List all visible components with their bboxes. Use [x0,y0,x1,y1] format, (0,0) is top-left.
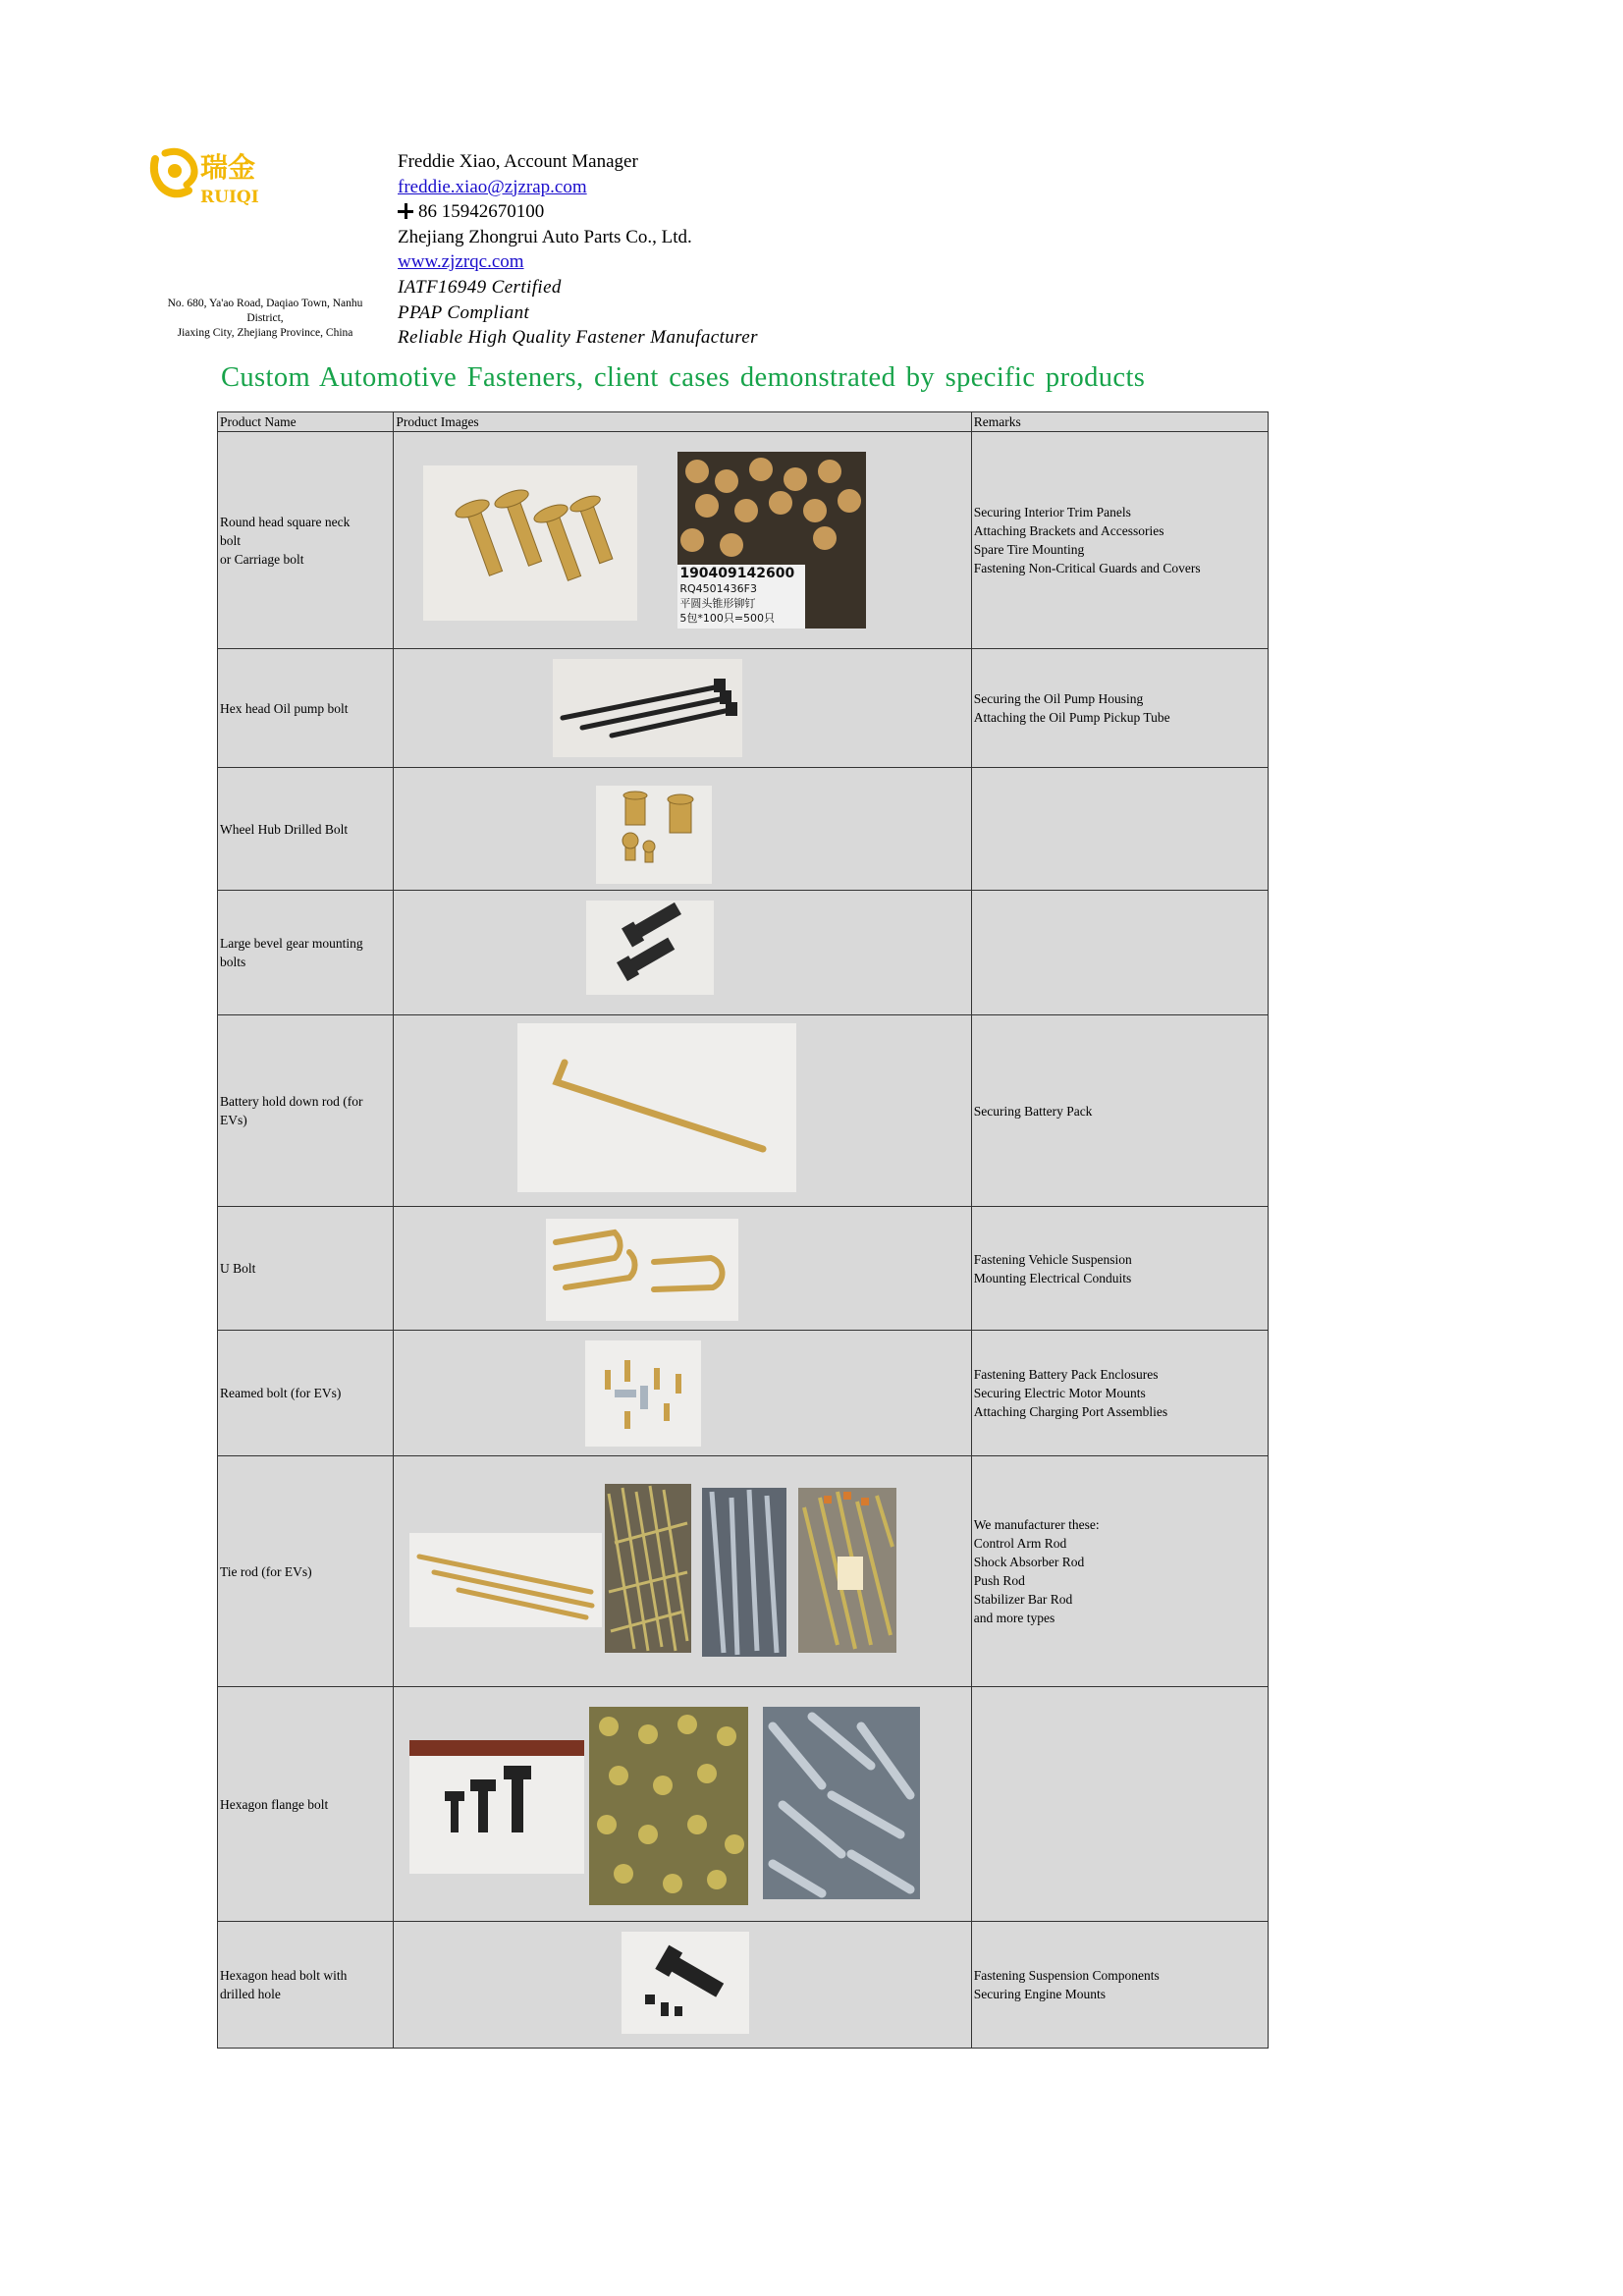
remarks-cell [971,1687,1268,1922]
product-name: Hexagon flange bolt [220,1796,329,1812]
product-name-cell [218,1331,394,1456]
product-photo [517,1023,796,1192]
table-row [218,649,1269,768]
logo-latin-text: RUIQI [200,188,259,207]
product-name: Battery hold down rod (for [220,1094,363,1109]
product-name-cell [218,1687,394,1922]
product-name-cell [218,1922,394,2049]
product-photo [553,659,742,757]
company-logo [147,145,304,216]
ruiqi-logo-icon [147,145,304,216]
remarks-cell [971,1456,1268,1687]
product-name-cell [218,1456,394,1687]
remarks-cell [971,432,1268,649]
certification-ppap: PPAP Compliant [398,301,530,323]
package-label-text: 5包*100只=500只 [679,612,776,625]
product-photo [586,901,714,995]
certification-iatf: IATF16949 Certified [398,276,562,298]
contact-block [398,149,758,351]
table-row [218,1687,1269,1922]
remark-item: Shock Absorber Rod [973,1555,1085,1569]
remark-item: Stabilizer Bar Rod [973,1592,1073,1607]
product-package-photo [677,452,866,629]
remarks-cell [971,1331,1268,1456]
product-name-cell [218,432,394,649]
product-images-cell [394,1331,971,1456]
header-product-images: Product Images [394,412,971,432]
product-photo [702,1488,786,1657]
remark-item: and more types [973,1611,1055,1625]
product-images-cell [394,891,971,1015]
product-images-cell [394,1456,971,1687]
email-link[interactable]: freddie.xiao@zjzrap.com [398,176,587,197]
remark-item: Fastening Battery Pack Enclosures [973,1367,1159,1382]
product-name: bolt [220,532,242,548]
remark-item: Fastening Non-Critical Guards and Covers [973,561,1201,575]
remark-item: Fastening Suspension Components [973,1968,1160,1983]
product-photo [585,1340,701,1447]
company-name: Zhejiang Zhongrui Auto Parts Co., Ltd. [398,226,692,247]
remark-item: We manufacturer these: [973,1517,1100,1532]
address-line: District, [246,312,284,324]
table-header-row [218,412,1269,432]
remark-item: Fastening Vehicle Suspension [973,1251,1132,1267]
remark-item: Securing Engine Mounts [973,1987,1106,2001]
product-photo [589,1707,748,1905]
product-photo [798,1488,896,1653]
product-name: Round head square neck [220,514,351,529]
product-images-cell [394,649,971,768]
phone-number: 86 15942670100 [418,201,545,223]
remarks-cell [971,891,1268,1015]
remark-item: Securing Electric Motor Mounts [973,1386,1146,1400]
remarks-cell [971,649,1268,768]
product-images-cell [394,432,971,649]
header-remarks: Remarks [971,412,1268,432]
remark-item: Push Rod [973,1573,1025,1588]
remark-item: Attaching Charging Port Assemblies [973,1404,1168,1419]
product-name: Reamed bolt (for EVs) [220,1386,342,1400]
table-row [218,1456,1269,1687]
product-name-cell [218,649,394,768]
address-line: Jiaxing City, Zhejiang Province, China [177,327,353,339]
table-row [218,891,1269,1015]
package-label-text: 190409142600 [679,566,795,581]
product-name: Hexagon head bolt with [220,1968,348,1983]
tagline: Reliable High Quality Fastener Manufacturer [398,327,758,349]
page-title: Custom Automotive Fasteners, client cases demonstrated by specific products [221,362,1146,393]
plus-icon [398,203,413,219]
product-name: drilled hole [220,1987,281,2001]
product-name-cell [218,768,394,891]
remark-item: Securing Battery Pack [973,1103,1093,1119]
remark-item: Securing the Oil Pump Housing [973,691,1144,706]
phone-line [398,199,758,225]
remark-item: Mounting Electrical Conduits [973,1270,1132,1285]
package-label-text: 平圆头锥形铆钉 [679,597,756,610]
remarks-cell [971,1207,1268,1331]
product-name-cell [218,1207,394,1331]
remark-item: Control Arm Rod [973,1536,1067,1551]
product-name: Hex head Oil pump bolt [220,700,349,716]
product-images-cell [394,768,971,891]
table-row [218,1207,1269,1331]
website-link[interactable]: www.zjzrqc.com [398,251,524,273]
product-name-cell [218,1015,394,1207]
table-row [218,432,1269,649]
product-photo [596,786,712,884]
product-photo [622,1932,749,2034]
remark-item: Spare Tire Mounting [973,542,1085,557]
product-photo [763,1707,920,1899]
product-table [217,411,1269,2049]
product-photo [423,465,637,621]
product-photo [546,1219,738,1321]
product-images-cell [394,1922,971,2049]
product-name: EVs) [220,1113,247,1127]
product-images-cell [394,1207,971,1331]
company-address [152,297,378,341]
header-product-name: Product Name [218,412,394,432]
table-row [218,768,1269,891]
remark-item: Attaching Brackets and Accessories [973,523,1164,538]
product-photo [409,1740,584,1874]
remarks-cell [971,1922,1268,2049]
product-name: Large bevel gear mounting [220,936,363,951]
table-row [218,1922,1269,2049]
remark-item: Attaching the Oil Pump Pickup Tube [973,710,1170,725]
contact-name: Freddie Xiao, Account Manager [398,151,638,172]
product-photo [409,1533,602,1627]
product-name: Wheel Hub Drilled Bolt [220,821,349,837]
product-name-cell [218,891,394,1015]
table-row [218,1331,1269,1456]
logo-chinese-text: 瑞金 [200,151,256,184]
product-name: bolts [220,955,246,969]
product-name: U Bolt [220,1261,256,1276]
table-row [218,1015,1269,1207]
package-label-text: RQ4501436F3 [679,582,757,595]
product-images-cell [394,1015,971,1207]
remark-item: Securing Interior Trim Panels [973,505,1131,519]
product-photo [605,1484,691,1653]
remarks-cell [971,1015,1268,1207]
address-line: No. 680, Ya'ao Road, Daqiao Town, Nanhu [167,298,363,309]
product-images-cell [394,1687,971,1922]
remarks-cell [971,768,1268,891]
product-name: or Carriage bolt [220,551,304,567]
product-name: Tie rod (for EVs) [220,1563,312,1579]
